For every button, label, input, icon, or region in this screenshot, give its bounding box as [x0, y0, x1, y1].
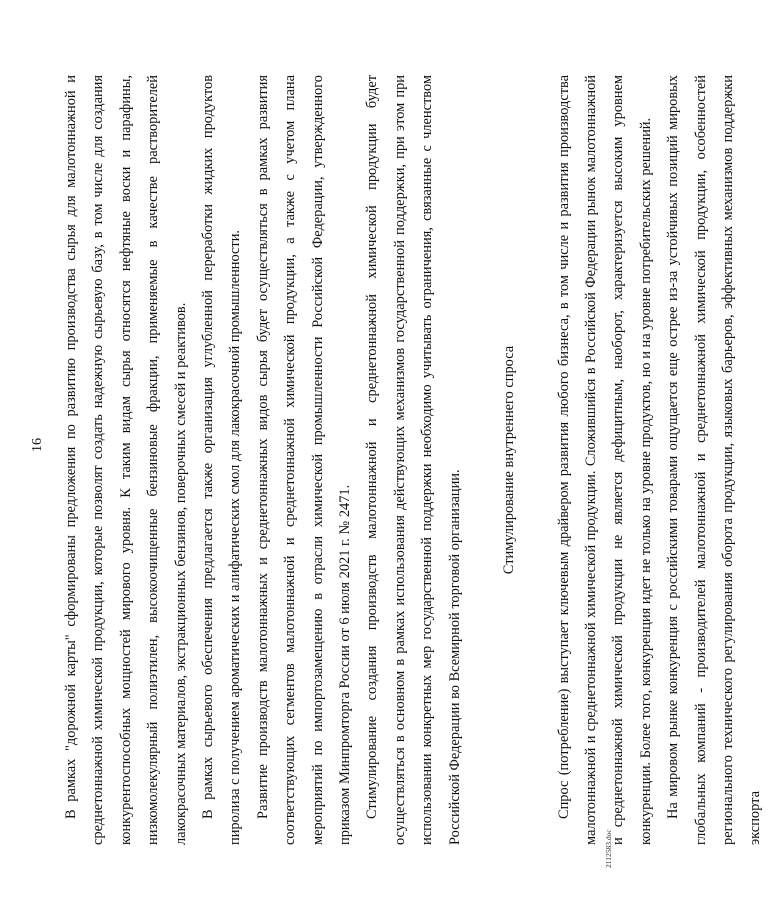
paragraph: В рамках сырьевого обеспечения предлагается также организация углубленной переработки жидких продуктов пиролиза с получением ароматических и алифатических смол для лакокрасочной промышленности. — [200, 75, 244, 845]
document-body — [58, 75, 764, 845]
paragraph: На мировом рынке конкуренция с российскими товарами ощущается еще острее из-за устойчивых позиций мировых глобальных компаний - производителей малотоннажной и среднетоннажной химической продукции, особенностей регионального технического регулирования оборота продукции, языковых барьеров, эффективных механизмов поддержки экспорта — [665, 75, 764, 845]
paragraph: Развитие производств малотоннажных и среднетоннажных видов сырья будет осуществляться в рамках развития соответствующих сегментов малотоннажной и среднетоннажной химической продукции, а также с учетом плана мероприятий по импортозамещению в отрасли химической промышленности Российской Федерации, утвержденного приказом Минпромторга России от 6 июля 2021 г. № 2471. — [254, 75, 354, 845]
section-heading: Стимулирование внутреннего спроса — [501, 345, 518, 575]
footer-filename: 2112583.doc — [604, 829, 613, 868]
page-number: 16 — [30, 438, 45, 452]
paragraph: Спрос (потребление) выступает ключевым драйвером развития любого бизнеса, в том числе и развития производства малотоннажной и среднетоннажной химической продукции. Сложившийся в Российской Федерации рынок малотоннажной и среднетоннажной химической продукции не является дефицитным, наоборот, характеризуется высоким уровнем конкуренции. Более того, конкуренция идет не только на уровне продуктов, но и на уровне потребительских решений. — [555, 75, 654, 845]
paragraph: Стимулирование создания производств малотоннажной и среднетоннажной химической продукции будет осуществляться в основном в рамках использования действующих механизмов государственной поддержки, при этом при использовании конкретных мер государственной поддержки необходимо учитывать ограничения, связанные с членством Российской Федерации во Всемирной торговой организации. — [364, 75, 463, 845]
paragraph: В рамках "дорожной карты" сформированы предложения по развитию производства сырья для малотоннажной и среднетоннажной химической продукции, которые позволят создать надежную сырьевую базу, в том числе для создания конкурентоспособных мощностей мирового уровня. К таким видам сырья относятся нефтяные воски и парафины, низкомолекулярный полиэтилен, высокоочищенные бензиновые фракции, применяемые в качестве растворителей лакокрасочных материалов, экстракционных бензинов, поверочных смесей и реактивов. — [63, 75, 189, 845]
